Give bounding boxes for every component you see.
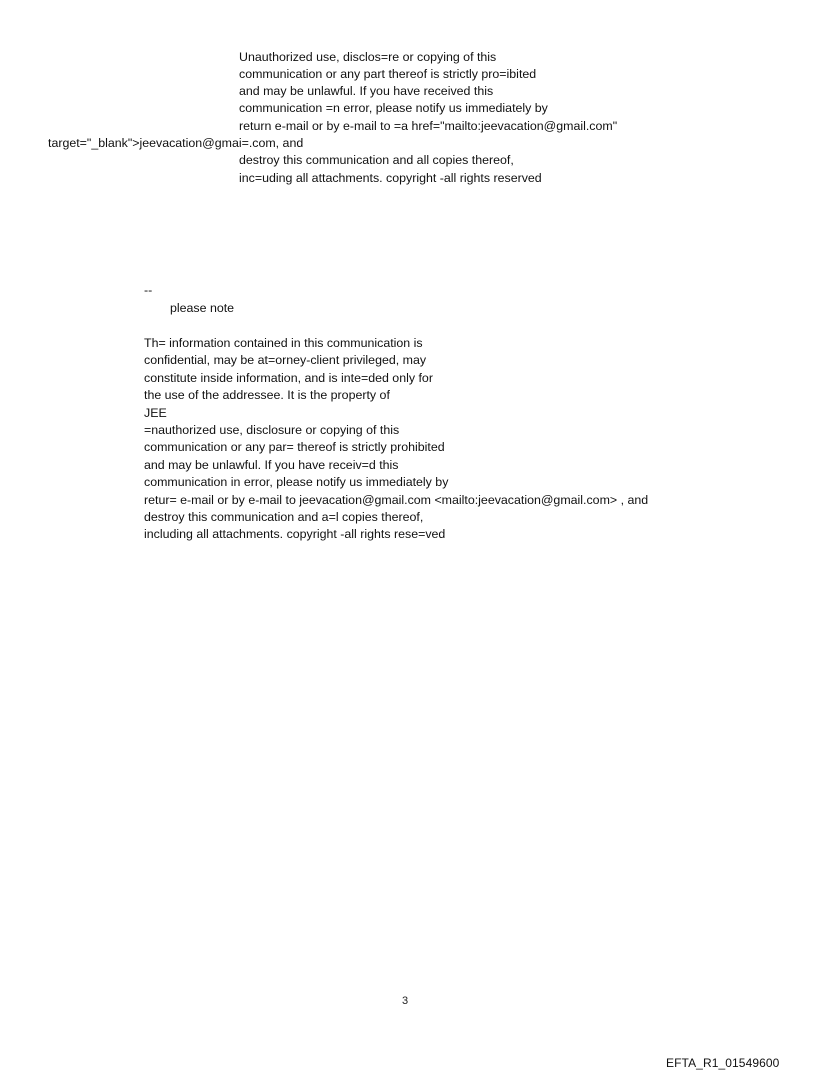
text-line: Th= information contained in this communication is	[144, 336, 423, 350]
text-line: communication =n error, please notify us immediately by	[239, 101, 548, 115]
text-line: the use of the addressee. It is the property of	[144, 388, 390, 402]
note-heading: please note	[170, 301, 235, 315]
text-line: destroy this communication and a=l copies thereof,	[144, 510, 424, 524]
document-id: EFTA_R1_01549600	[666, 1056, 780, 1070]
separator: --	[144, 283, 153, 297]
text-line: and may be unlawful. If you have receiv=d this	[144, 458, 399, 472]
text-line: communication or any par= thereof is strictly prohibited	[144, 440, 445, 454]
text-line: communication in error, please notify us immediately by	[144, 475, 449, 489]
text-line: destroy this communication and all copies thereof,	[239, 153, 514, 167]
text-line: Unauthorized use, disclos=re or copying of this	[239, 50, 497, 64]
page-number: 3	[402, 995, 409, 1007]
text-line: communication or any part thereof is strictly pro=ibited	[239, 67, 537, 81]
text-line: JEE	[144, 406, 167, 420]
text-line: and may be unlawful. If you have received this	[239, 84, 494, 98]
text-line: constitute inside information, and is inte=ded only for	[144, 371, 433, 385]
text-line: target="_blank">jeevacation@gmai=.com, and	[48, 136, 304, 150]
text-line: including all attachments. copyright -all rights rese=ved	[144, 527, 446, 541]
text-line: return e-mail or by e-mail to =a href="mailto:jeevacation@gmail.com"	[239, 119, 618, 133]
text-line: inc=uding all attachments. copyright -all rights reserved	[239, 171, 542, 185]
text-line: =nauthorized use, disclosure or copying of this	[144, 423, 400, 437]
text-line: confidential, may be at=orney-client privileged, may	[144, 353, 427, 367]
text-line: retur= e-mail or by e-mail to jeevacation@gmail.com <mailto:jeevacation@gmail.com> , and	[144, 493, 649, 507]
